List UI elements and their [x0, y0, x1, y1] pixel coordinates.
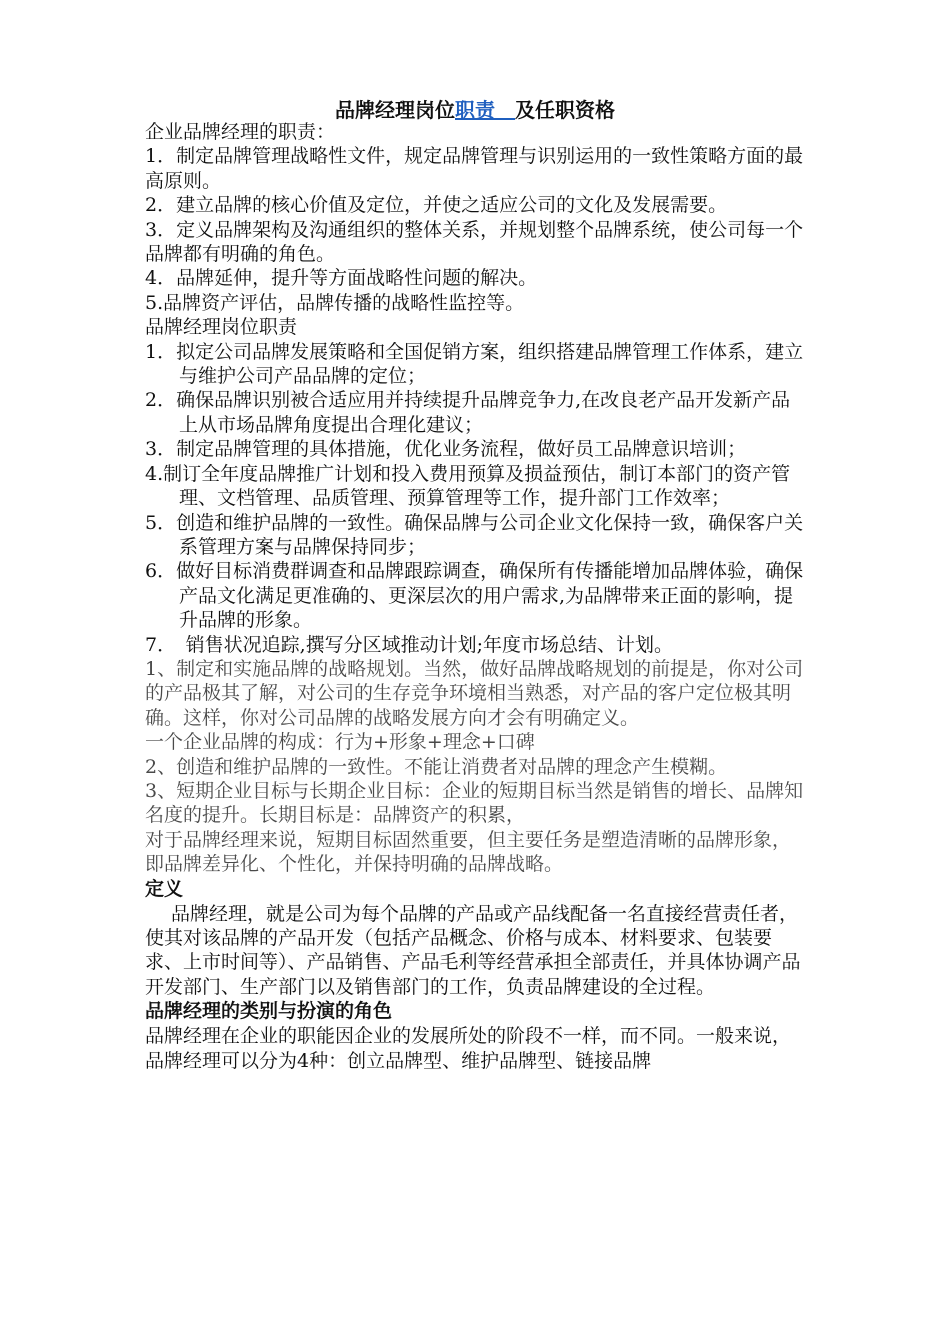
paragraph: 3、短期企业目标与长期企业目标：企业的短期目标当然是销售的增长、品牌知名度的提升。长期目标是：品牌资产的积累， [145, 779, 804, 827]
document-body [145, 120, 809, 1073]
title-link[interactable]: 职责 [455, 98, 515, 122]
title-prefix: 品牌经理岗位 [335, 98, 455, 122]
duty-item: 2．确保品牌识别被合适应用并持续提升品牌竞争力,在改良老产品开发新产品上从市场品牌角度提出合理化建议； [145, 389, 791, 436]
list-item: 3．定义品牌架构及沟通组织的整体关系，并规划整个品牌系统，使公司每一个品牌都有明确的角色。 [145, 218, 804, 266]
heading-categories: 品牌经理的类别与扮演的角色 [145, 1000, 393, 1023]
section-intro: 企业品牌经理的职责： [145, 121, 336, 143]
paragraph: 2、创造和维护品牌的一致性。不能让消费者对品牌的理念产生模糊。 [145, 755, 728, 778]
duty-item: 7． 销售状况追踪,撰写分区域推动计划;年度市场总结、计划。 [145, 633, 674, 656]
list-item: 4．品牌延伸，提升等方面战略性问题的解决。 [145, 267, 538, 290]
duty-item: 1．拟定公司品牌发展策略和全国促销方案，组织搭建品牌管理工作体系，建立与维护公司产品品牌的定位； [145, 340, 804, 388]
paragraph: 1、制定和实施品牌的战略规划。当然，做好品牌战略规划的前提是，你对公司的产品极其了解，对公司的生存竞争环境相当熟悉，对产品的客户定位极其明确。这样，你对公司品牌的战略发展方向才会有明确定义。 [145, 657, 804, 729]
duty-item: 4.制订全年度品牌推广计划和投入费用预算及损益预估，制订本部门的资产管理、文档管理、品质管理、预算管理等工作，提升部门工作效率； [145, 462, 791, 510]
list-item: 5.品牌资产评估，品牌传播的战略性监控等。 [145, 291, 525, 314]
duty-item: 6．做好目标消费群调查和品牌跟踪调查，确保所有传播能增加品牌体验，确保产品文化满足更准确的、更深层次的用户需求,为品牌带来正面的影响，提升品牌的形象。 [145, 560, 804, 632]
section-heading: 品牌经理岗位职责 [145, 316, 298, 339]
heading-definition: 定义 [145, 877, 184, 900]
title-suffix: 及任职资格 [515, 98, 615, 122]
definition-paragraph: 品牌经理，就是公司为每个品牌的产品或产品线配备一名直接经营责任者，使其对该品牌的产品开发（包括产品概念、价格与成本、材料要求、包装要求、上市时间等）、产品销售、产品毛利等经营承担全部责任，并具体协调产品开发部门、生产部门以及销售部门的工作，负责品牌建设的全过程。 [145, 902, 801, 998]
duty-item: 5．创造和维护品牌的一致性。确保品牌与公司企业文化保持一致，确保客户关系管理方案与品牌保持同步； [145, 511, 804, 558]
list-item: 2．建立品牌的核心价值及定位，并使之适应公司的文化及发展需要。 [145, 194, 728, 217]
paragraph: 一个企业品牌的构成：行为+形象+理念+口碑 [145, 731, 535, 754]
duty-item: 3．制定品牌管理的具体措施，优化业务流程，做好员工品牌意识培训； [145, 438, 747, 461]
paragraph: 对于品牌经理来说，短期目标固然重要，但主要任务是塑造清晰的品牌形象，即品牌差异化、个性化，并保持明确的品牌战略。 [145, 828, 792, 876]
paragraph: 品牌经理在企业的职能因企业的发展所处的阶段不一样，而不同。一般来说，品牌经理可以分为4种：创立品牌型、维护品牌型、链接品牌 [145, 1025, 792, 1072]
list-item: 1．制定品牌管理战略性文件，规定品牌管理与识别运用的一致性策略方面的最高原则。 [145, 145, 804, 192]
